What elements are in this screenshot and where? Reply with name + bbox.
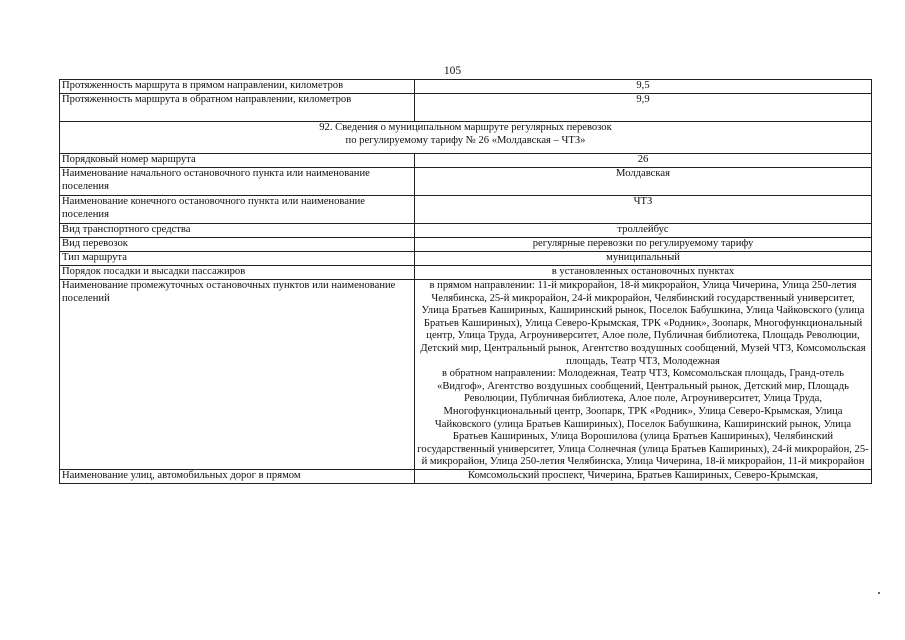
page-number: 105 [443, 65, 462, 77]
table-row [60, 154, 872, 168]
table-row [60, 168, 872, 196]
table-row [60, 224, 872, 238]
row-value: регулярные перевозки по регулируемому тарифу [415, 238, 872, 252]
table-row [60, 196, 872, 224]
row-label: Наименование промежуточных остановочных пунктов или наименование поселений [60, 280, 415, 470]
row-value: 26 [415, 154, 872, 168]
row-value: в установленных остановочных пунктах [415, 266, 872, 280]
row-label: Протяженность маршрута в прямом направлении, километров [60, 80, 415, 94]
stops-forward: в прямом направлении: 11-й микрорайон, 18-й микрорайон, Улица Чичерина, Улица 250-летия Челябинска, 25-й микрорайон, 24-й микрорайон, Челябинский государственный университет, Улица Братьев Кашириных, Каширинский рынок, Поселок Бабушкина, Улица Чайковского (улица Братьев Кашириных), Улица Северо-Крымская, ТРК «Родник», Зоопарк, Многофункциональный центр, Улица Труда, Агроуниверситет, Алое поле, Публичная библиотека, Площадь Революции, Детский мир, Центральный рынок, Агентство воздушных сообщений, Музей ЧТЗ, Комсомольская площадь, Театр ЧТЗ, Молодежная [420, 280, 866, 367]
row-label: Протяженность маршрута в обратном направлении, километров [60, 94, 415, 122]
route-table [59, 79, 872, 484]
row-label: Вид транспортного средства [60, 224, 415, 238]
row-label: Вид перевозок [60, 238, 415, 252]
row-label: Наименование улиц, автомобильных дорог в прямом [60, 469, 415, 483]
table-row [60, 469, 872, 483]
row-label: Порядковый номер маршрута [60, 154, 415, 168]
row-value: Молдавская [415, 168, 872, 196]
table-row [60, 94, 872, 122]
table-row [60, 80, 872, 94]
row-label: Наименование конечного остановочного пункта или наименование поселения [60, 196, 415, 224]
section-heading-row [60, 122, 872, 154]
row-value: троллейбус [415, 224, 872, 238]
row-value: ЧТЗ [415, 196, 872, 224]
section-heading [60, 122, 872, 154]
table-row [60, 238, 872, 252]
stops-value [415, 280, 872, 470]
row-value: 9,5 [415, 80, 872, 94]
row-label: Порядок посадки и высадки пассажиров [60, 266, 415, 280]
stops-backward: в обратном направлении: Молодежная, Театр ЧТЗ, Комсомольская площадь, Гранд-отель «Видгоф», Агентство воздушных сообщений, Центральный рынок, Детский мир, Площадь Революции, Публичная библиотека, Алое поле, Агроуниверситет, Улица Труда, Многофункциональный центр, Зоопарк, ТРК «Родник», Улица Северо-Крымская, Улица Чайковского (улица Братьев Кашириных), Поселок Бабушкина, Каширинский рынок, Улица Братьев Кашириных, Улица Ворошилова (улица Братьев Кашириных), Челябинский государственный университет, Улица Солнечная (улица Братьев Кашириных), 24-й микрорайон, 25-й микрорайон, Улица 250-летия Челябинска, Улица Чичерина, 18-й микрорайон, 11-й микрорайон [417, 368, 869, 468]
row-value: муниципальный [415, 252, 872, 266]
row-label: Тип маршрута [60, 252, 415, 266]
table-row [60, 252, 872, 266]
section-heading-line: 92. Сведения о муниципальном маршруте регулярных перевозок [319, 122, 612, 133]
row-value: 9,9 [415, 94, 872, 122]
table-row-stops [60, 280, 872, 470]
row-label: Наименование начального остановочного пункта или наименование поселения [60, 168, 415, 196]
table-row [60, 266, 872, 280]
section-heading-line: по регулируемому тарифу № 26 «Молдавская – ЧТЗ» [345, 134, 586, 146]
scan-mark [878, 592, 880, 594]
row-value: Комсомольский проспект, Чичерина, Братьев Кашириных, Северо-Крымская, [415, 469, 872, 483]
